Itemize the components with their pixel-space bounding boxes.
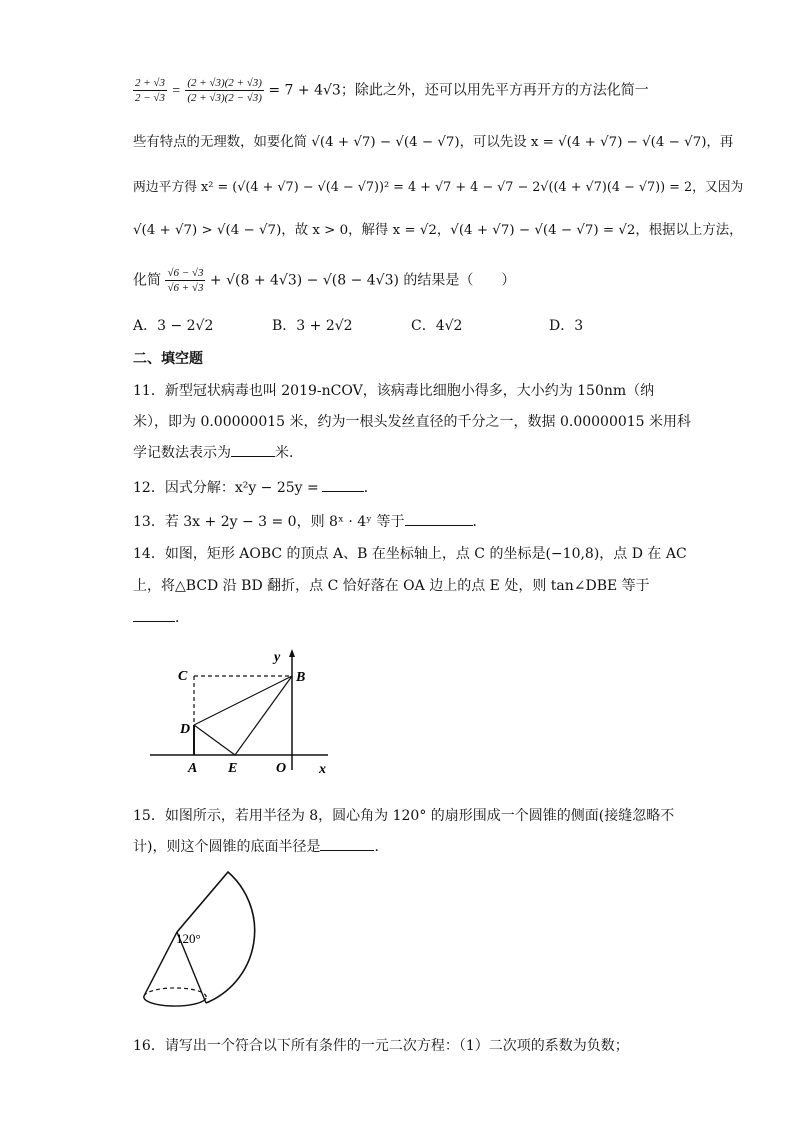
q10-fraction-2-numerator: (2 + √3)(2 + √3) [187,77,262,89]
q11-line-1: 11．新型冠状病毒也叫 2019-nCOV，该病毒比细胞小得多，大小约为 150nm（纳 [133,383,655,399]
q15-line-2-prefix: 计)，则这个圆锥的底面半径是 [133,839,321,855]
cone-base-back [144,988,206,998]
q10-line-1-tail: = 7 + 4√3；除此之外，还可以用先平方再开方的方法化简一 [268,82,649,99]
label-b: B [296,670,306,685]
q11-line-3-suffix: 米． [275,445,303,461]
q10-line-5-prefix: 化简 [133,272,161,289]
segment-db [194,676,292,725]
q10-fraction-3-numerator: √6 − √3 [167,267,204,279]
q14-figure [150,645,340,780]
label-c: C [178,669,188,684]
q14-line-3 [133,608,189,628]
q10-line-2: 些有特点的无理数，如要化简 √(4 + √7) − √(4 − √7)，可以先设 x = √(4 + √7) − √(4 − √7)，再 [133,135,734,150]
q14-line-2: 上，将△BCD 沿 BD 翻折，点 C 恰好落在 OA 边上的点 E 处，则 tan∠DBE 等于 [133,578,650,594]
q10-line-5 [133,266,515,295]
q10-fraction-2 [185,76,264,105]
q14-line-3-suffix: ． [175,610,189,626]
q10-fraction-3-denominator: √6 + √3 [167,282,204,294]
q14-line-1: 14．如图，矩形 AOBC 的顶点 A、B 在坐标轴上，点 C 的坐标是(−10,8)，点 D 在 AC [133,546,687,562]
q11-line-3-prefix: 学记数法表示为 [133,445,231,461]
q13-suffix: ． [472,514,487,530]
q15-line-1: 15．如图所示，若用半径为 8，圆心角为 120° 的扇形围成一个圆锥的侧面(接缝忽略不 [133,808,675,824]
q11-line-2: 米），即为 0.00000015 米，约为一根头发丝直径的千分之一，数据 0.00000015 米用科 [133,414,692,430]
angle-label: 120° [176,931,201,946]
q15-answer-blank[interactable] [320,838,374,851]
q13-prefix: 13．若 3x + 2y − 3 = 0，则 8ˣ · 4ʸ 等于 [133,514,405,530]
q10-choice-a[interactable]: A．3 − 2√2 [133,318,214,334]
label-a: A [188,761,198,776]
q12-suffix: ． [363,480,378,496]
q10-fraction-1 [133,76,167,105]
label-x: x [319,762,326,777]
y-axis-arrow-icon [289,649,295,657]
q10-line-3: 两边平方得 x² = (√(4 + √7) − √(4 − √7))² = 4 + √7 + 4 − √7 − 2√((4 + √7)(4 − √7)) = 2，又因为 [133,180,744,195]
q12-line [133,478,378,498]
q12-answer-blank[interactable] [322,479,364,492]
section-title: 二、填空题 [133,351,203,367]
q10-fraction-3 [165,266,205,295]
cone-side-left [144,932,177,996]
q10-fraction-2-denominator: (2 + √3)(2 − √3) [187,92,262,104]
q11-line-3 [133,443,303,463]
q16-line-1: 16．请写出一个符合以下所有条件的一元二次方程：（1）二次项的系数为负数； [133,1038,629,1054]
label-o: O [276,761,287,776]
q10-choice-d[interactable]: D．3 [549,318,584,334]
q10-line-1: $\frac{2 + √3}{2 - √3}$ = $\frac{(2 + √3)(2 + √3)}{(2 + √3)(2 - √3)}$ = 7 + 4√3；除此之外，还可以用先平方再开方的方法化简一 [135,77,649,104]
segment-eb [235,676,292,755]
q15-line-2-suffix: ． [374,839,389,855]
q13-answer-blank[interactable] [405,513,473,526]
q15-line-2 [133,837,388,857]
label-d: D [180,722,191,737]
q14-answer-blank[interactable] [133,609,175,622]
q11-answer-blank[interactable] [231,444,275,457]
cone-base-front [144,996,206,1006]
q10-choice-c[interactable]: C．4√2 [411,318,463,334]
q10-line-5-tail: + √(8 + 4√3) − √(8 − 4√3) 的结果是（ ） [209,272,516,289]
label-e: E [228,761,238,776]
q10-line-4: √(4 + √7) > √(4 − √7)，故 x > 0，解得 x = √2，√(4 + √7) − √(4 − √7) = √2，根据以上方法， [133,223,743,238]
q10-fraction-1-denominator: 2 − √3 [135,92,165,104]
q10-fraction-1-numerator: 2 + √3 [135,77,165,89]
label-y: y [274,650,281,665]
q15-figure [130,866,270,1016]
segment-de [194,725,235,755]
q13-line [133,512,487,532]
q12-prefix: 12．因式分解：x²y − 25y = [133,480,319,496]
q10-choice-b[interactable]: B．3 + 2√2 [272,318,353,334]
